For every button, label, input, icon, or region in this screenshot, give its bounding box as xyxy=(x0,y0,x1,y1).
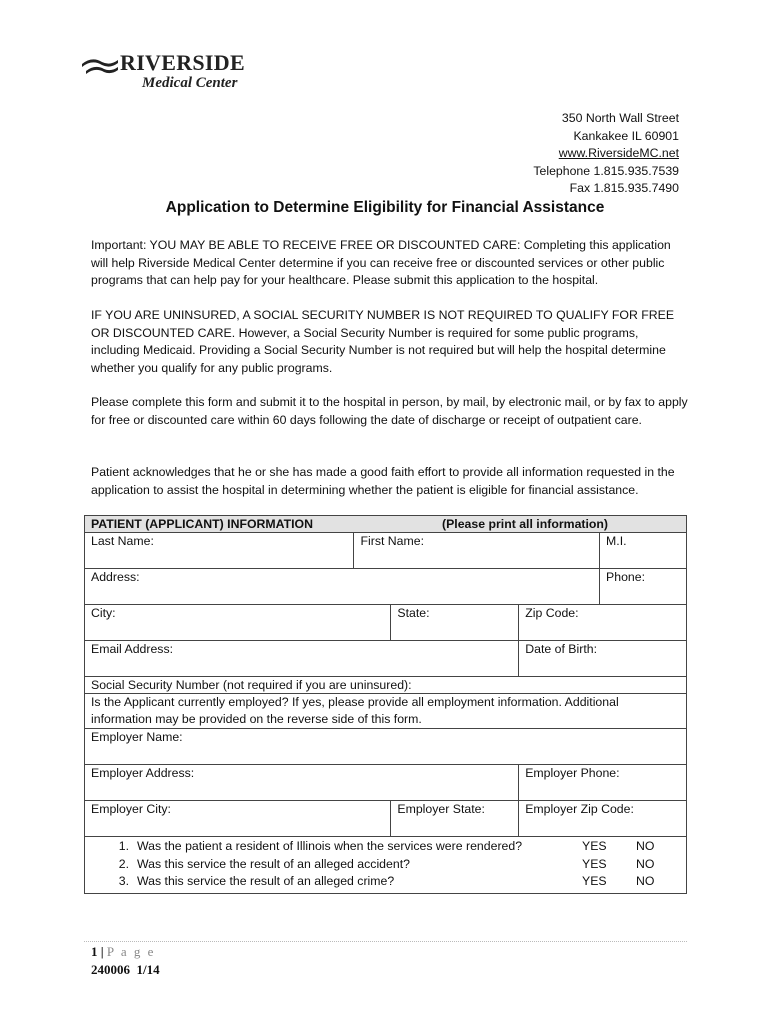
logo-name: RIVERSIDE xyxy=(120,50,245,75)
section-title: PATIENT (APPLICANT) INFORMATION xyxy=(91,517,314,531)
question-row xyxy=(85,873,686,891)
no-option[interactable]: NO xyxy=(636,856,655,871)
city-field[interactable]: City: xyxy=(85,605,391,641)
question-text: Was the patient a resident of Illinois when the services were rendered? xyxy=(137,839,523,853)
employer-zip-field[interactable]: Employer Zip Code: xyxy=(519,801,687,837)
question-text: Was this service the result of an alleged accident? xyxy=(137,856,410,871)
questions-table xyxy=(85,838,686,891)
address-city: Kankakee IL 60901 xyxy=(573,128,679,143)
form-section-header xyxy=(85,516,687,533)
email-field[interactable]: Email Address: xyxy=(85,641,519,677)
yes-option[interactable]: YES xyxy=(582,874,607,888)
section-note: (Please print all information) xyxy=(442,517,609,531)
question-text: Was this service the result of an alleged crime? xyxy=(137,874,395,888)
first-name-field[interactable]: First Name: xyxy=(354,533,600,569)
employer-name-field[interactable]: Employer Name: xyxy=(85,729,687,765)
yes-option[interactable]: YES xyxy=(582,856,607,871)
employer-city-field[interactable]: Employer City: xyxy=(85,801,391,837)
phone-field[interactable] xyxy=(600,569,687,605)
river-wave-icon xyxy=(80,56,120,78)
question-number: 1. xyxy=(118,839,129,853)
address-field[interactable]: Address: xyxy=(85,569,600,605)
zip-field[interactable]: Zip Code: xyxy=(519,605,687,641)
ssn-field[interactable]: Social Security Number (not required if you are uninsured): xyxy=(85,677,687,694)
paragraph-uninsured: IF YOU ARE UNINSURED, A SOCIAL SECURITY NUMBER IS NOT REQUIRED TO QUALIFY FOR FREE OR DISCOUNTED CARE. However, a Social Security Number is required for some public programs, including Medicaid. Providing a Social Security Number is not required but will help the hospital determine whether you qualify for any public programs. xyxy=(91,308,675,375)
employer-address-field[interactable]: Employer Address: xyxy=(85,765,519,801)
telephone: Telephone 1.815.935.7539 xyxy=(533,163,679,178)
no-option[interactable]: NO xyxy=(636,839,655,853)
question-number: 3. xyxy=(118,874,129,888)
state-field[interactable]: State: xyxy=(391,605,519,641)
riverside-logo xyxy=(80,48,280,98)
employer-phone-field[interactable]: Employer Phone: xyxy=(519,765,687,801)
footer-divider xyxy=(84,941,687,942)
hospital-address xyxy=(533,110,679,198)
page-word: P a g e xyxy=(106,944,156,959)
form-number: 240006 1/14 xyxy=(91,962,160,977)
question-number: 2. xyxy=(118,856,129,871)
no-option[interactable]: NO xyxy=(636,874,655,888)
paragraph-important: Important: YOU MAY BE ABLE TO RECEIVE FREE OR DISCOUNTED CARE: Completing this application will help Riverside Medical Center determine if you can receive free or discounted services or other public programs that can help pay for your healthcare. Please submit this application to the hospital. xyxy=(91,238,671,287)
website-link[interactable]: www.RiversideMC.net xyxy=(558,146,679,160)
middle-initial-field[interactable]: M.I. xyxy=(600,533,687,569)
paragraph-acknowledgment: Patient acknowledges that he or she has made a good faith effort to provide all information requested in the application to assist the hospital in determining whether the patient is eligible for financial assistance. xyxy=(91,465,675,497)
page-number-value: 1 xyxy=(91,944,98,959)
question-row xyxy=(85,856,686,874)
page-number xyxy=(91,944,155,960)
employment-question: Is the Applicant currently employed? If yes, please provide all employment information. Additional information may be provided on the reverse side of this form. xyxy=(85,694,687,729)
patient-information-form xyxy=(84,515,687,894)
document-title: Application to Determine Eligibility for Financial Assistance xyxy=(165,199,605,216)
questions-cell xyxy=(85,837,687,894)
employer-state-field[interactable]: Employer State: xyxy=(391,801,519,837)
yes-option[interactable]: YES xyxy=(582,839,607,853)
date-of-birth-field[interactable]: Date of Birth: xyxy=(519,641,687,677)
paragraph-submit: Please complete this form and submit it to the hospital in person, by mail, by electronic mail, or by fax to apply for free or discounted care within 60 days following the date of discharge or receipt of outpatient care. xyxy=(91,395,688,427)
logo-subtitle: Medical Center xyxy=(142,75,238,91)
question-row xyxy=(85,838,686,856)
phone-label: Phone: xyxy=(606,570,646,584)
address-street: 350 North Wall Street xyxy=(561,111,679,125)
page-separator: | xyxy=(100,944,104,959)
fax: Fax 1.815.935.7490 xyxy=(569,181,679,195)
last-name-field[interactable]: Last Name: xyxy=(85,533,354,569)
